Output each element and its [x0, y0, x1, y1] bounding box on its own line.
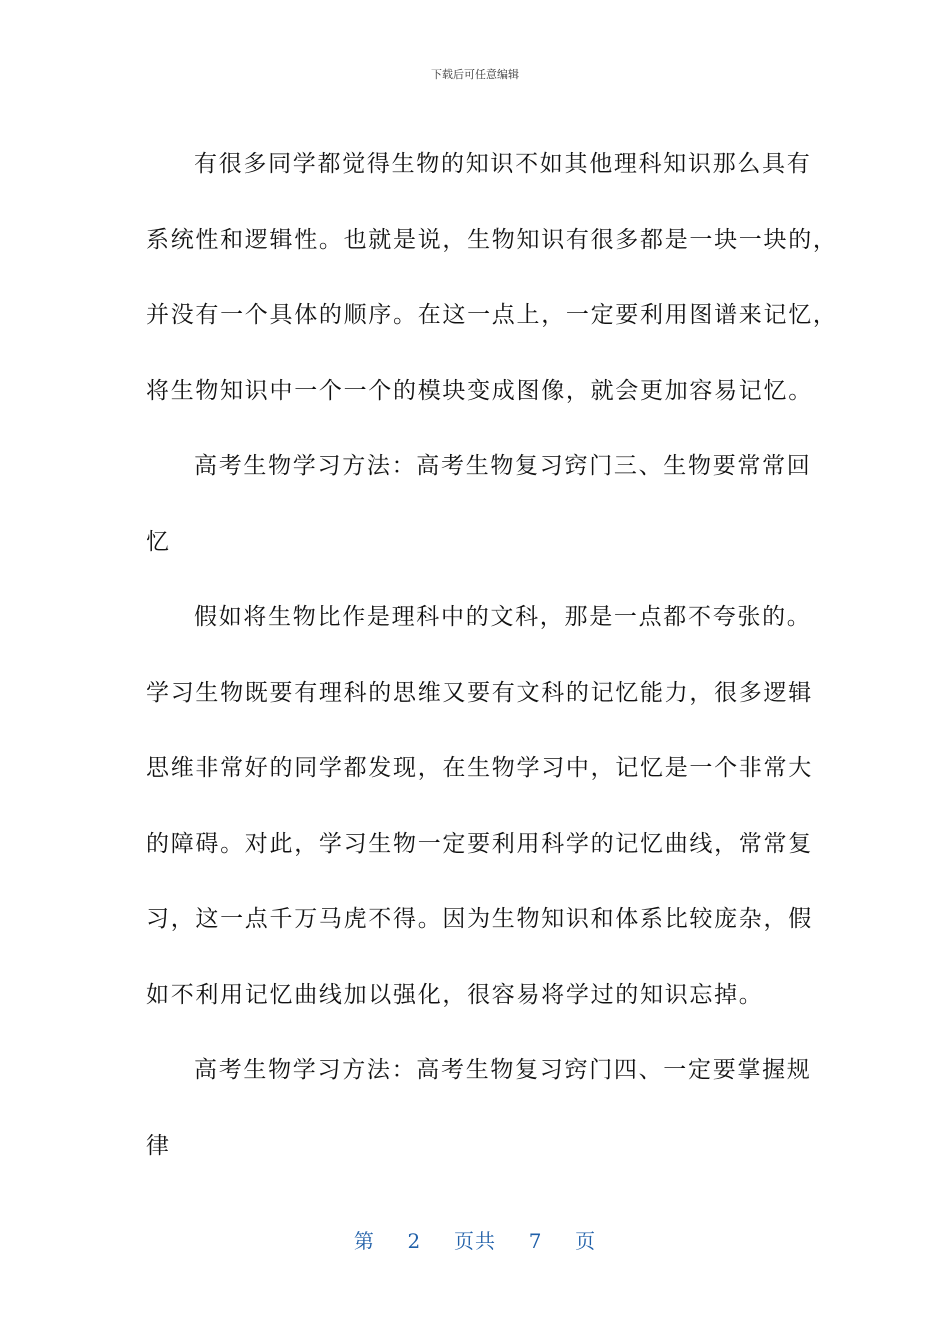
paragraph-1 [146, 127, 838, 429]
text-line: 思维非常好的同学都发现，在生物学习中，记忆是一个非常大 [146, 755, 813, 781]
footer-prefix: 第 [353, 1229, 375, 1253]
page-footer [0, 1225, 950, 1254]
text-line: 习，这一点千万马虎不得。因为生物知识和体系比较庞杂，假 [146, 906, 813, 932]
footer-middle: 页共 [454, 1229, 496, 1253]
section-heading-4 [146, 1033, 812, 1184]
footer-total-pages: 7 [528, 1229, 543, 1253]
text-line: 并没有一个具体的顺序。在这一点上，一定要利用图谱来记忆， [146, 302, 838, 328]
footer-suffix: 页 [575, 1229, 597, 1253]
text-line: 系统性和逻辑性。也就是说，生物知识有很多都是一块一块的， [146, 226, 838, 253]
paragraph-2 [146, 580, 813, 1033]
footer-page-number: 2 [407, 1229, 422, 1253]
text-line: 的障碍。对此，学习生物一定要利用科学的记忆曲线，常常复 [146, 830, 813, 857]
section-heading-3 [146, 429, 812, 580]
text-line: 有很多同学都觉得生物的知识不如其他理科知识那么具有 [194, 151, 812, 177]
text-line: 如不利用记忆曲线加以强化，很容易将学过的知识忘掉。 [146, 981, 764, 1008]
text-line: 律 [146, 1132, 171, 1159]
text-line: 忆 [146, 528, 171, 555]
text-line: 高考生物学习方法：高考生物复习窍门四、一定要掌握规 [194, 1057, 812, 1083]
document-body [146, 127, 838, 1184]
text-line: 将生物知识中一个一个的模块变成图像，就会更加容易记忆。 [146, 377, 813, 404]
header-note: 下载后可任意编辑 [431, 68, 519, 81]
text-line: 高考生物学习方法：高考生物复习窍门三、生物要常常回 [194, 453, 812, 479]
text-line: 假如将生物比作是理科中的文科，那是一点都不夸张的。 [194, 604, 812, 630]
text-line: 学习生物既要有理科的思维又要有文科的记忆能力，很多逻辑 [146, 679, 813, 706]
